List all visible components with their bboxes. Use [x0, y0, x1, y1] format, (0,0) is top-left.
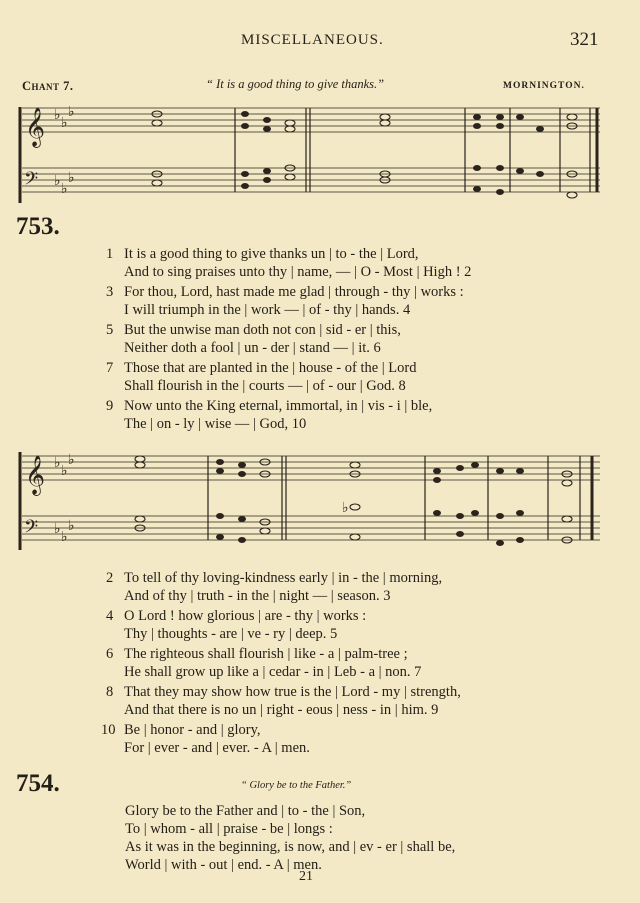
svg-text:♭: ♭ [68, 452, 75, 468]
treble-staff-top [22, 108, 600, 132]
verse-10: 10 Be | honor - and | glory, For | ever - and | ever. - A | men. [101, 722, 310, 756]
svg-text:♭: ♭ [54, 455, 61, 471]
verse-5: 5 But the unwise man doth not con | sid - er | this, Neither doth a fool | un - der | stand — | it. 6 [106, 322, 401, 356]
verse-7: 7 Those that are planted in the | house - of the | Lord Shall flourish in the | courts — | of - our | God. 8 [106, 360, 417, 394]
svg-text:♭: ♭ [61, 463, 68, 479]
verse-2: 2 To tell of thy loving-kindness early | in - the | morning, And of thy | truth - in the | night — | season. 3 [106, 570, 443, 604]
verse-8: 8 That they may show how true is the | Lord - my | strength, And that there is no un | right - eous | ness - in | him. 9 [106, 684, 461, 718]
bass-staff-top [22, 168, 600, 192]
svg-text:♭: ♭ [61, 115, 68, 131]
gloria-line: As it was in the beginning, is now, and | ev - er | shall be, [125, 839, 456, 855]
svg-text:♭: ♭ [68, 518, 75, 534]
chant-title: “ It is a good thing to give thanks.” [206, 77, 385, 91]
running-head: MISCELLANEOUS. [241, 32, 384, 48]
gloria-line: Glory be to the Father and | to - the | Son, [125, 803, 366, 819]
treble-clef-icon: 𝄞 [25, 107, 46, 147]
bass-clef-icon: 𝄢 [24, 517, 39, 542]
bass-clef-icon: 𝄢 [24, 169, 39, 194]
svg-text:♭: ♭ [68, 104, 75, 120]
svg-text:♭: ♭ [54, 107, 61, 123]
svg-text:♭: ♭ [54, 173, 61, 189]
svg-text:♭: ♭ [61, 529, 68, 545]
verse-1: 1 It is a good thing to give thanks un | to - the | Lord, And to sing praises unto thy | name, — | O - Most | High ! 2 [106, 246, 472, 280]
gloria-line: To | whom - all | praise - be | longs : [125, 821, 333, 837]
verse-6: 6 The righteous shall flourish | like - a | palm-tree ; He shall grow up like a | cedar - in | Leb - a | non. 7 [106, 646, 422, 680]
svg-text:♭: ♭ [54, 521, 61, 537]
verse-4: 4 O Lord ! how glorious | are - thy | works : Thy | thoughts - are | ve - ry | deep. 5 [106, 608, 367, 642]
gloria-text [125, 802, 455, 874]
hymn-number-754: 754. [16, 770, 60, 797]
verse-3: 3 For thou, Lord, hast made me glad | through - thy | works : I will triumph in the | work — | of - thy | hands. 4 [106, 284, 464, 318]
svg-text:♭: ♭ [68, 170, 75, 186]
treble-clef-icon: 𝄞 [25, 455, 46, 495]
gloria-title: “ Glory be to the Father.” [241, 780, 352, 791]
treble-staff-bottom [22, 456, 600, 480]
verse-9: 9 Now unto the King eternal, immortal, in | vis - i | ble, The | on - ly | wise — | God, 10 [106, 398, 433, 432]
page-number: 321 [570, 29, 599, 50]
signature-mark: 21 [299, 869, 313, 884]
gloria-line: World | with - out | end. - A | men. [125, 857, 322, 873]
chant-label: Chant 7. [22, 79, 74, 93]
tune-name: MORNINGTON. [503, 81, 585, 91]
bass-staff-bottom [22, 516, 600, 540]
svg-text:♭: ♭ [342, 500, 349, 516]
hymn-number-753: 753. [16, 213, 60, 240]
music-system-top [0, 95, 640, 215]
svg-text:♭: ♭ [61, 181, 68, 197]
music-system-bottom [0, 440, 640, 560]
